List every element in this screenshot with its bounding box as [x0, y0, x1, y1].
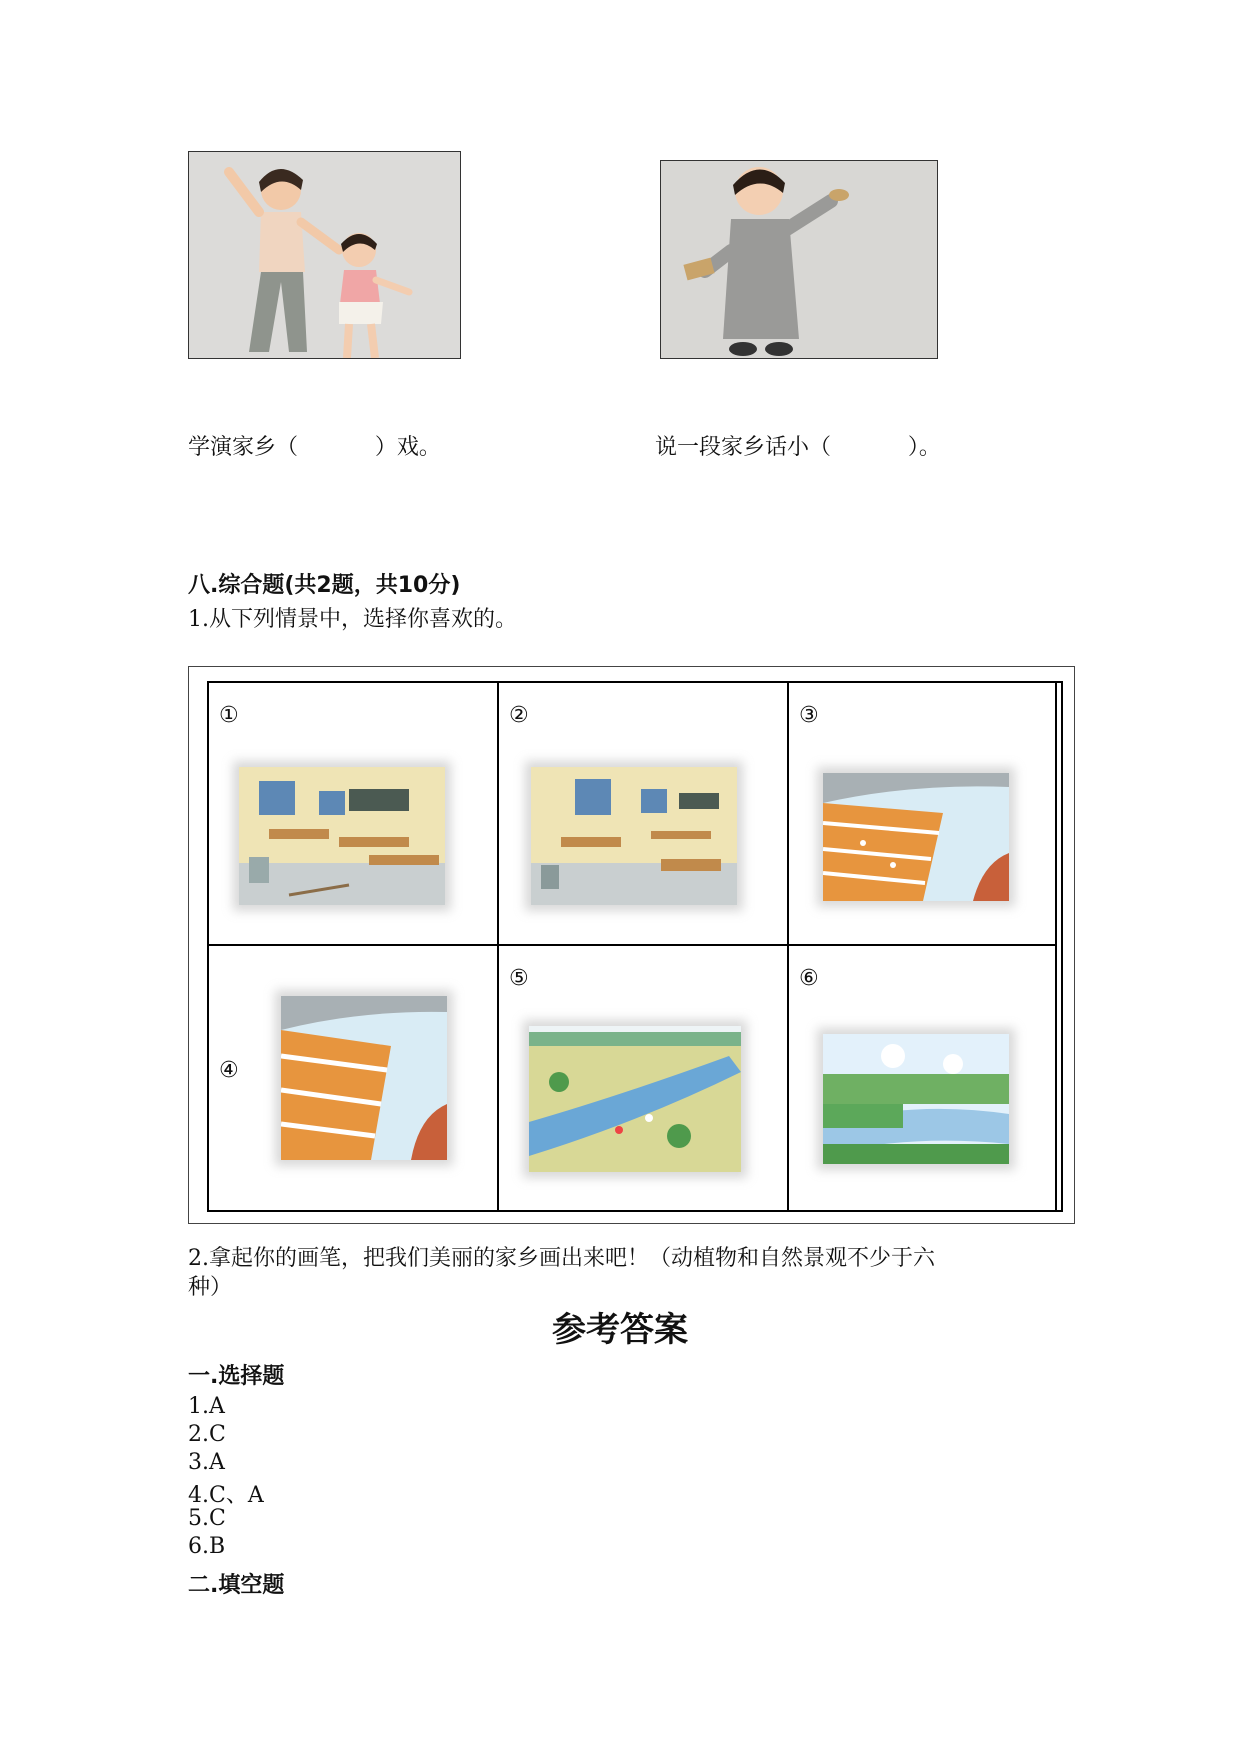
answer-item: 3.A: [188, 1450, 225, 1475]
fill-blank-opera: 学演家乡（ ）戏。: [188, 435, 441, 460]
littered-stadium-image: [823, 773, 1009, 901]
scene-cell-3[interactable]: [789, 683, 1057, 946]
answers-section-1: 一.选择题: [188, 1364, 285, 1389]
scene-cell-4[interactable]: [209, 946, 499, 1210]
scene-number: ①: [219, 703, 239, 728]
question-2-cont: 种）: [188, 1275, 233, 1300]
scene-cell-5[interactable]: [499, 946, 789, 1210]
answer-item: 4.C、A: [188, 1483, 264, 1508]
messy-classroom-image: [239, 767, 445, 905]
scene-cell-1[interactable]: [209, 683, 499, 946]
answer-item: 5.C: [188, 1506, 226, 1531]
clean-river-image: [823, 1034, 1009, 1164]
dance-illustration: [188, 151, 461, 359]
storytelling-illustration: [660, 160, 938, 359]
scene-number: ③: [799, 703, 819, 728]
scene-number: ②: [509, 703, 529, 728]
question-2: 2.拿起你的画笔，把我们美丽的家乡画出来吧！（动植物和自然景观不少于六: [188, 1246, 935, 1271]
answer-item: 2.C: [188, 1422, 226, 1447]
clean-stadium-image: [281, 996, 447, 1160]
answer-item: 6.B: [188, 1534, 226, 1559]
fill-blank-dialect: 说一段家乡话小（ ）。: [655, 435, 941, 460]
scene-number: ⑥: [799, 966, 819, 991]
answers-section-2: 二.填空题: [188, 1573, 285, 1598]
question-1: 1.从下列情景中，选择你喜欢的。: [188, 607, 517, 632]
polluted-river-image: [529, 1026, 741, 1172]
section-heading: 八.综合题(共2题，共10分): [188, 573, 461, 598]
scene-cell-2[interactable]: [499, 683, 789, 946]
answer-item: 1.A: [188, 1394, 225, 1419]
scene-cell-6[interactable]: [789, 946, 1057, 1210]
clean-classroom-image: [531, 767, 737, 905]
answers-title: 参考答案: [552, 1310, 688, 1350]
scene-number: ④: [219, 1058, 239, 1083]
scene-grid: [207, 681, 1063, 1212]
scene-number: ⑤: [509, 966, 529, 991]
